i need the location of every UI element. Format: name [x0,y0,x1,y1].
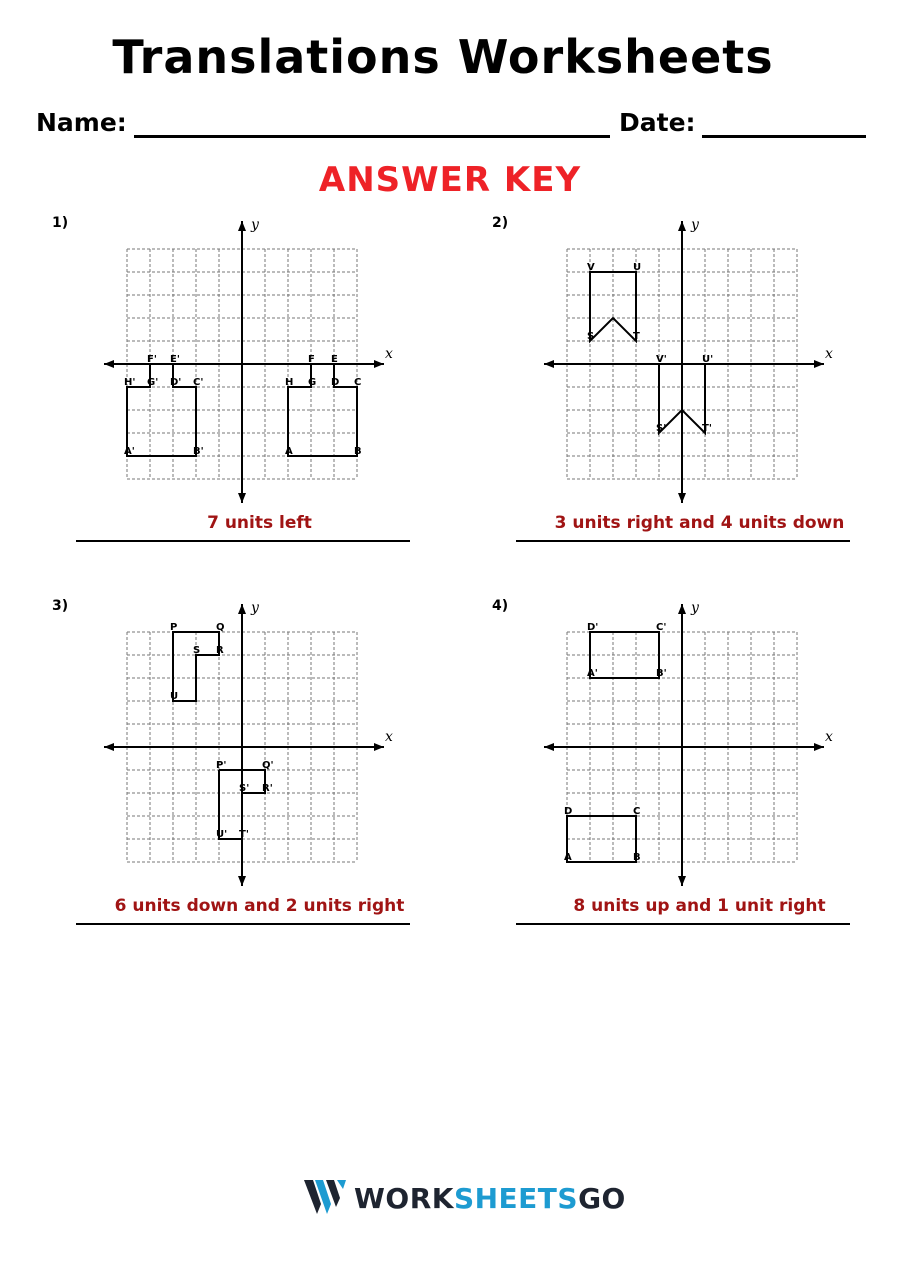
vertex-label: F' [147,354,157,365]
vertex-label: U' [216,829,228,840]
vertex-label: U [633,262,642,273]
vertex-label: P [170,622,178,633]
vertex-label: S [193,645,201,656]
worksheet-title: Translations Worksheets [112,30,774,84]
name-label: Name: [36,108,127,137]
vertex-label: V [587,262,595,273]
worksheetsgo-logo [304,1178,626,1218]
vertex-label: A [564,852,572,863]
problem-2 [492,215,912,565]
x-axis-arrow-left [104,360,114,368]
answer-text: 6 units down and 2 units right [114,896,405,916]
vertex-label: T' [702,423,712,434]
vertex-label: D [331,377,340,388]
x-axis-arrow-left [544,743,554,751]
coordinate-grid [52,598,392,890]
vertex-label: T [633,331,640,342]
name-blank-line [134,135,610,138]
coordinate-grid [492,215,832,507]
problem-3 [52,598,472,948]
x-axis-label: x [385,346,393,362]
vertex-label: C' [656,622,667,633]
answer-line [76,923,410,925]
vertex-label: C [633,806,641,817]
answer-line [76,540,410,542]
x-axis-label: x [825,729,833,745]
logo-wordmark [354,1182,626,1215]
answer-line [516,540,850,542]
answer-line [516,923,850,925]
logo-part-go: GO [578,1182,626,1215]
logo-part-work: WORK [354,1182,454,1215]
problem-4 [492,598,912,948]
y-axis-label: y [251,217,259,233]
vertex-label: U [170,691,179,702]
vertex-label: H [285,377,294,388]
problem-number: 1) [52,215,69,231]
answer-text: 7 units left [207,513,312,533]
x-axis-arrow-left [544,360,554,368]
vertex-label: B [633,852,641,863]
x-axis-arrow-right [814,743,824,751]
x-axis-arrow-right [374,360,384,368]
coordinate-grid [52,215,392,507]
vertex-label: Q [216,622,225,633]
problem-number: 3) [52,598,69,614]
logo-part-sheets: SHEETS [453,1182,579,1215]
problem-number: 4) [492,598,509,614]
y-axis-arrow-down [238,876,246,886]
y-axis-arrow-up [678,604,686,614]
vertex-label: E' [170,354,180,365]
x-axis-label: x [825,346,833,362]
vertex-label: S' [656,423,667,434]
vertex-label: S' [239,783,250,794]
vertex-label: H' [124,377,136,388]
answer-key-heading: ANSWER KEY [318,160,582,200]
vertex-label: B' [656,668,667,679]
x-axis-label: x [385,729,393,745]
y-axis-label: y [691,600,699,616]
answer-text: 3 units right and 4 units down [554,513,845,533]
y-axis-arrow-down [678,493,686,503]
y-axis-arrow-up [678,221,686,231]
vertex-label: V' [656,354,667,365]
name-date-row [36,108,866,142]
date-blank-line [702,135,866,138]
vertex-label: A [285,446,293,457]
vertex-label: B [354,446,362,457]
vertex-label: A' [587,668,598,679]
vertex-label: U' [702,354,714,365]
x-axis-arrow-right [374,743,384,751]
vertex-label: D' [170,377,182,388]
problem-1 [52,215,472,565]
vertex-label: C [354,377,362,388]
vertex-label: T' [239,829,249,840]
vertex-label: R [216,645,224,656]
vertex-label: P' [216,760,227,771]
y-axis-label: y [691,217,699,233]
vertex-label: G [308,377,317,388]
y-axis-arrow-up [238,604,246,614]
date-label: Date: [619,108,696,137]
vertex-label: Q' [262,760,274,771]
vertex-label: G' [147,377,159,388]
logo-w-icon [304,1180,348,1216]
vertex-label: A' [124,446,135,457]
answer-text: 8 units up and 1 unit right [573,896,826,916]
vertex-label: B' [193,446,204,457]
vertex-label: E [331,354,338,365]
x-axis-arrow-left [104,743,114,751]
problem-number: 2) [492,215,509,231]
x-axis-arrow-right [814,360,824,368]
vertex-label: C' [193,377,204,388]
vertex-label: F [308,354,315,365]
coordinate-grid [492,598,832,890]
y-axis-arrow-down [238,493,246,503]
vertex-label: S [587,331,595,342]
y-axis-arrow-down [678,876,686,886]
vertex-label: D' [587,622,599,633]
vertex-label: D [564,806,573,817]
y-axis-arrow-up [238,221,246,231]
y-axis-label: y [251,600,259,616]
vertex-label: R' [262,783,273,794]
